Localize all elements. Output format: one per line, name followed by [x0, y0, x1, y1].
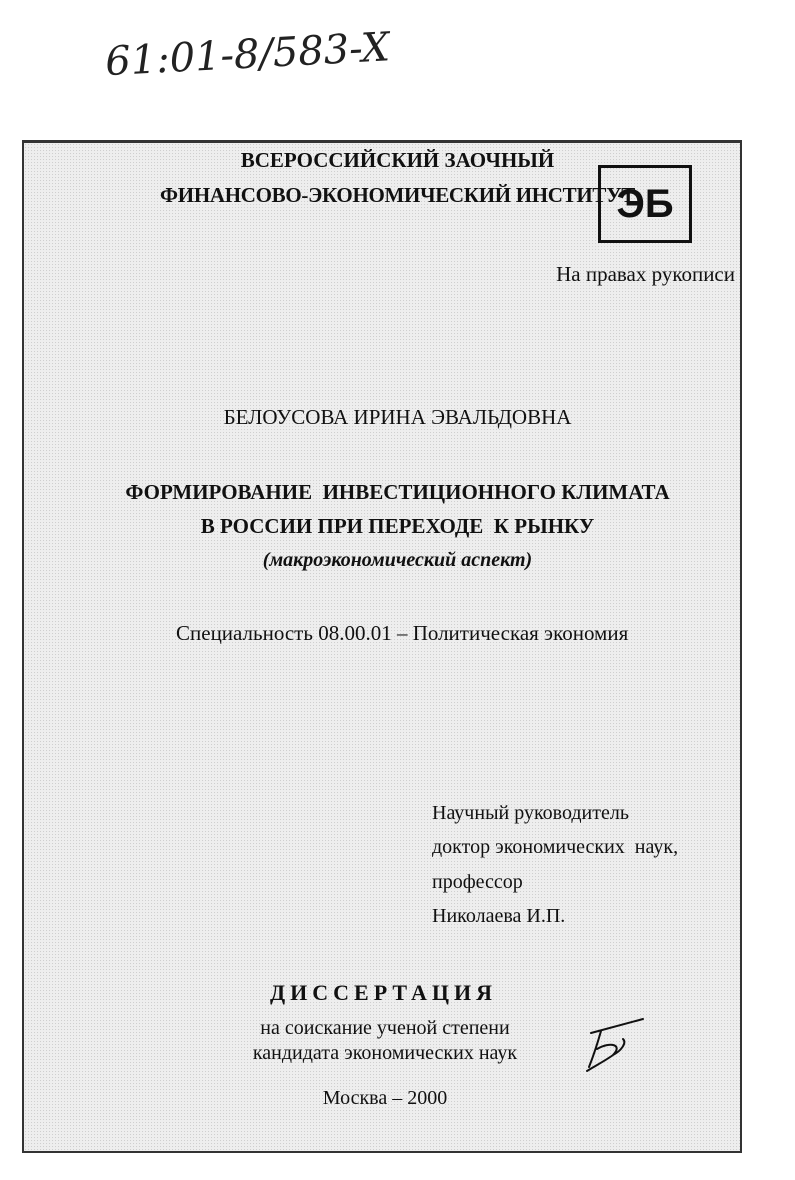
institution-line1: ВСЕРОССИЙСКИЙ ЗАОЧНЫЙ — [240, 148, 555, 172]
document-type: ДИССЕРТАЦИЯ — [270, 980, 497, 1005]
institution-line2: ФИНАНСОВО-ЭКОНОМИЧЕСКИЙ ИНСТИТУТ — [160, 183, 635, 207]
handwritten-catalog-code — [100, 10, 540, 90]
title-subtitle: (макроэкономический аспект) — [262, 549, 533, 571]
supervisor-label: Научный руководитель — [432, 802, 629, 824]
library-stamp: ЭБ — [598, 165, 692, 243]
svg-text:61:01-8/583-X: 61:01-8/583-X — [104, 24, 391, 85]
author-name: БЕЛОУСОВА ИРИНА ЭВАЛЬДОВНА — [223, 405, 572, 429]
degree-sought-line1: на соискание ученой степени — [260, 1017, 510, 1039]
title-line1: ФОРМИРОВАНИЕ ИНВЕСТИЦИОННОГО КЛИМАТА — [125, 480, 670, 504]
title-line2: В РОССИИ ПРИ ПЕРЕХОДЕ К РЫНКУ — [200, 514, 595, 538]
supervisor-rank: профессор — [432, 871, 523, 893]
place-year: Москва – 2000 — [322, 1087, 448, 1109]
manuscript-rights: На правах рукописи — [556, 262, 735, 286]
supervisor-name: Николаева И.П. — [432, 905, 566, 927]
degree-sought-line2: кандидата экономических наук — [252, 1042, 518, 1064]
specialty: Специальность 08.00.01 – Политическая экономия — [176, 621, 629, 645]
supervisor-degree: доктор экономических наук, — [432, 836, 679, 858]
signature — [583, 1015, 653, 1080]
